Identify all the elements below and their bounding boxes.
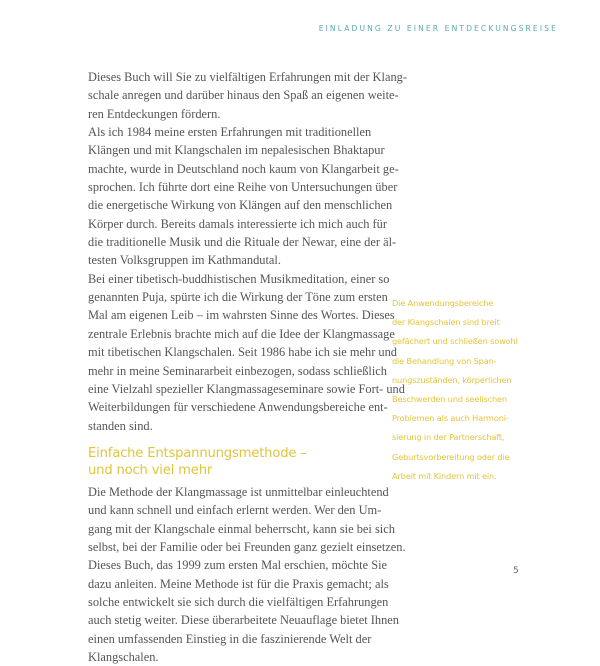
text-line: machte, wurde in Deutschland noch kaum von Klangarbeit ge- (88, 161, 399, 176)
text-line: Bei einer tibetisch-buddhistischen Musikmeditation, einer so (88, 271, 390, 286)
text-line: einen umfassenden Einstieg in die faszinierende Welt der (88, 631, 372, 646)
text-line: mehr in meine Seminararbeit einbezogen, sodass schließlich (88, 363, 388, 378)
text-line: dazu anleiten. Meine Methode ist für die Praxis gemacht; als (88, 576, 389, 591)
text-line: Mal am eigenen Leib – im wahrsten Sinne des Wortes. Dieses (88, 308, 395, 323)
sidebar-line: Beschwerden und seelischen (392, 394, 507, 405)
text-line: Die Methode der Klangmassage ist unmittelbar einleuchtend (88, 484, 389, 499)
text-line: genannten Puja, spürte ich die Wirkung der Töne zum ersten (88, 290, 388, 305)
paragraph-1984 (88, 123, 399, 270)
text-line: ren Entdeckungen fördern. (88, 106, 221, 121)
sidebar-line: der Klangschalen sind breit (392, 317, 500, 328)
text-line: selbst, bei der Familie oder bei Freunden ganz gezielt einsetzen. (88, 539, 406, 554)
sidebar-line: die Behandlung von Span- (392, 355, 497, 366)
text-line: Dieses Buch, das 1999 zum ersten Mal erschien, möchte Sie (88, 558, 388, 573)
text-line: auch stetig weiter. Diese überarbeitete Neuauflage bietet Ihnen (88, 613, 399, 628)
text-line: standen sind. (88, 418, 153, 433)
sidebar-line: gefächert und schließen sowohl (392, 336, 518, 347)
text-line: mit tibetischen Klangschalen. Seit 1986 habe ich sie mehr und (88, 345, 398, 360)
running-head: EINLADUNG ZU EINER ENTDECKUNGSREISE (318, 24, 558, 33)
sidebar-line: Die Anwendungsbereiche (392, 298, 494, 308)
text-line: sprochen. Ich führte dort eine Reihe von Untersuchungen über (88, 180, 398, 195)
paragraph-intro (88, 68, 407, 123)
text-line: Klangschalen. (88, 649, 159, 664)
text-line: schale anregen und darüber hinaus den Spaß an eigenen weite- (88, 88, 399, 103)
sidebar-line: nungszuständen, körperlichen (392, 374, 512, 385)
section-heading (88, 445, 357, 479)
text-line: Dieses Buch will Sie zu vielfältigen Erfahrungen mit der Klang- (88, 70, 407, 84)
text-line: solche entwickelt sie sich durch die vielfältigen Erfahrungen (88, 594, 389, 609)
heading-line: und noch viel mehr (88, 462, 213, 478)
sidebar-line: Problemen als auch Harmoni- (392, 413, 509, 424)
sidebar-line: Geburtsvorbereitung oder die (392, 451, 510, 462)
sidebar-line: sierung in der Partnerschaft, (392, 432, 505, 443)
text-line: Körper durch. Bereits damals interessierte ich mich auch für (88, 216, 387, 231)
text-line: testen Volksgruppen im Kathmandutal. (88, 253, 281, 268)
text-line: Klängen und mit Klangschalen im nepalesischen Bhaktapur (88, 143, 385, 158)
page-number: 5 (513, 566, 519, 576)
text-line: eine Vielzahl spezieller Klangmassageseminare sowie Fort- und (88, 381, 405, 396)
main-text-column (88, 68, 407, 666)
text-line: Als ich 1984 meine ersten Erfahrungen mit traditionellen (88, 125, 372, 140)
text-line: zentrale Erlebnis brachte mich auf die Idee der Klangmassage (88, 326, 395, 341)
paragraph-puja (88, 270, 405, 435)
text-line: die energetische Wirkung von Klängen auf den menschlichen (88, 198, 393, 213)
sidebar-line: Arbeit mit Kindern mit ein. (392, 470, 497, 481)
text-line: und kann schnell und einfach erlernt werden. Wer den Um- (88, 503, 382, 518)
text-line: gang mit der Klangschale einmal beherrscht, kann sie bei sich (88, 521, 395, 536)
text-line: die traditionelle Musik und die Rituale der Newar, eine der äl- (88, 235, 397, 250)
paragraph-method (88, 483, 406, 666)
sidebar-note (392, 294, 542, 486)
heading-line: Einfache Entspannungsmethode – (88, 445, 307, 461)
text-line: Weiterbildungen für verschiedene Anwendungsbereiche ent- (88, 400, 388, 415)
